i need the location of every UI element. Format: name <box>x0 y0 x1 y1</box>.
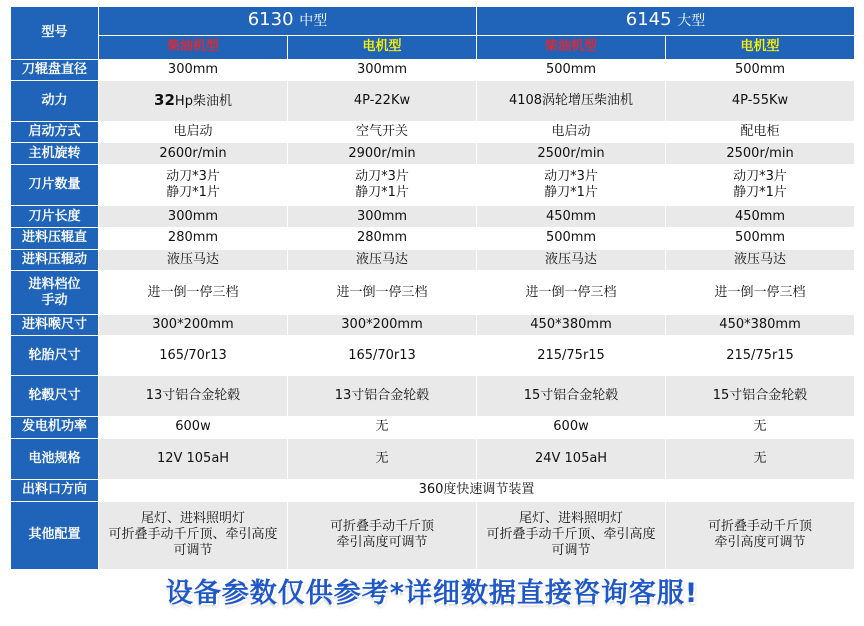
spec-row <box>11 375 855 416</box>
spec-value: 600w <box>99 417 288 439</box>
spec-value: 4P-22Kw <box>288 81 477 121</box>
spec-value: 2500r/min <box>477 143 666 165</box>
spec-value: 动刀*3片 静刀*1片 <box>99 165 288 206</box>
spec-value: 500mm <box>666 228 855 250</box>
spec-value: 300*200mm <box>288 314 477 336</box>
spec-value: 450mm <box>477 206 666 228</box>
spec-label: 动力 <box>11 81 99 121</box>
spec-value: 无 <box>288 438 477 479</box>
spec-label: 进料档位 手动 <box>11 271 99 314</box>
spec-value: 可折叠手动千斤顶 牵引高度可调节 <box>666 501 855 569</box>
spec-value: 300mm <box>99 59 288 81</box>
spec-value: 电启动 <box>99 121 288 143</box>
spec-value: 液压马达 <box>99 249 288 271</box>
spec-row <box>11 59 855 81</box>
spec-row <box>11 314 855 336</box>
engine-type-electric: 电机型 <box>666 35 855 59</box>
engine-type-diesel: 柴油机型 <box>99 35 288 59</box>
spec-value-merged: 360度快速调节装置 <box>99 480 855 502</box>
spec-value: 2500r/min <box>666 143 855 165</box>
model-label: 型号 <box>41 24 68 40</box>
power-prefix: 32 <box>154 91 175 109</box>
spec-label: 刀片数量 <box>11 165 99 206</box>
spec-value: 15寸铝合金轮毂 <box>477 375 666 416</box>
spec-label: 进料压辊动 <box>11 249 99 271</box>
spec-value: 300mm <box>288 206 477 228</box>
spec-row <box>11 121 855 143</box>
spec-label: 刀片长度 <box>11 206 99 228</box>
spec-value: 2600r/min <box>99 143 288 165</box>
spec-row <box>11 81 855 121</box>
model-label-cell <box>11 7 99 60</box>
spec-row <box>11 271 855 314</box>
spec-label: 刀辊盘直径 <box>11 59 99 81</box>
model-size: 大型 <box>677 13 706 30</box>
spec-value: 无 <box>666 417 855 439</box>
spec-label: 进料压辊直 <box>11 228 99 250</box>
spec-value: 300*200mm <box>99 314 288 336</box>
spec-row <box>11 336 855 375</box>
spec-row <box>11 480 855 502</box>
spec-value: 500mm <box>477 228 666 250</box>
spec-value: 可折叠手动千斤顶 牵引高度可调节 <box>288 501 477 569</box>
spec-value: 进一倒一停三档 <box>288 271 477 314</box>
spec-value: 12V 105aH <box>99 438 288 479</box>
spec-label: 进料喉尺寸 <box>11 314 99 336</box>
spec-value: 4P-55Kw <box>666 81 855 121</box>
engine-type-diesel: 柴油机型 <box>477 35 666 59</box>
spec-label: 出料口方向 <box>11 480 99 502</box>
spec-row <box>11 438 855 479</box>
spec-value: 500mm <box>666 59 855 81</box>
spec-value: 尾灯、进料照明灯 可折叠手动千斤顶、牵引高度 可调节 <box>477 501 666 569</box>
model-number: 6145 <box>625 9 672 31</box>
spec-value: 空气开关 <box>288 121 477 143</box>
spec-value: 280mm <box>288 228 477 250</box>
disclaimer-banner: 设备参数仅供参考*详细数据直接咨询客服! <box>165 578 699 609</box>
spec-label: 主机旋转 <box>11 143 99 165</box>
spec-value: 4108涡轮增压柴油机 <box>477 81 666 121</box>
spec-value: 500mm <box>477 59 666 81</box>
spec-value: 动刀*3片 静刀*1片 <box>288 165 477 206</box>
spec-value: 2900r/min <box>288 143 477 165</box>
spec-value: 450*380mm <box>477 314 666 336</box>
spec-value: 液压马达 <box>288 249 477 271</box>
spec-value: 尾灯、进料照明灯 可折叠手动千斤顶、牵引高度 可调节 <box>99 501 288 569</box>
spec-value: 280mm <box>99 228 288 250</box>
spec-value: 13寸铝合金轮毂 <box>288 375 477 416</box>
spec-label: 其他配置 <box>11 501 99 569</box>
spec-row <box>11 501 855 569</box>
spec-value: 600w <box>477 417 666 439</box>
spec-row <box>11 228 855 250</box>
spec-value: 液压马达 <box>477 249 666 271</box>
spec-value: 进一倒一停三档 <box>666 271 855 314</box>
spec-row <box>11 143 855 165</box>
spec-value: 300mm <box>99 206 288 228</box>
spec-value: 无 <box>666 438 855 479</box>
spec-label: 启动方式 <box>11 121 99 143</box>
spec-value: 电启动 <box>477 121 666 143</box>
spec-value: 进一倒一停三档 <box>477 271 666 314</box>
spec-row <box>11 417 855 439</box>
spec-label: 电池规格 <box>11 438 99 479</box>
spec-value: 动刀*3片 静刀*1片 <box>477 165 666 206</box>
spec-value: 动刀*3片 静刀*1片 <box>666 165 855 206</box>
spec-value: 165/70r13 <box>99 336 288 375</box>
power-suffix: Hp柴油机 <box>174 94 232 109</box>
spec-value: 450mm <box>666 206 855 228</box>
spec-value: 165/70r13 <box>288 336 477 375</box>
model-size: 中型 <box>299 13 328 30</box>
spec-value: 300mm <box>288 59 477 81</box>
spec-value: 进一倒一停三档 <box>99 271 288 314</box>
spec-table <box>10 6 855 570</box>
spec-value: 24V 105aH <box>477 438 666 479</box>
model-6145-header <box>477 7 855 36</box>
spec-value: 无 <box>288 417 477 439</box>
spec-value: 215/75r15 <box>477 336 666 375</box>
spec-row <box>11 165 855 206</box>
model-6130-header <box>99 7 477 36</box>
spec-value: 液压马达 <box>666 249 855 271</box>
engine-type-electric: 电机型 <box>288 35 477 59</box>
spec-row <box>11 206 855 228</box>
spec-row <box>11 249 855 271</box>
spec-value: 215/75r15 <box>666 336 855 375</box>
spec-value: 450*380mm <box>666 314 855 336</box>
spec-value <box>99 81 288 121</box>
spec-value: 13寸铝合金轮毂 <box>99 375 288 416</box>
model-number: 6130 <box>247 9 294 31</box>
spec-label: 轮毂尺寸 <box>11 375 99 416</box>
spec-label: 发电机功率 <box>11 417 99 439</box>
spec-value: 15寸铝合金轮毂 <box>666 375 855 416</box>
spec-value: 配电柜 <box>666 121 855 143</box>
spec-label: 轮胎尺寸 <box>11 336 99 375</box>
